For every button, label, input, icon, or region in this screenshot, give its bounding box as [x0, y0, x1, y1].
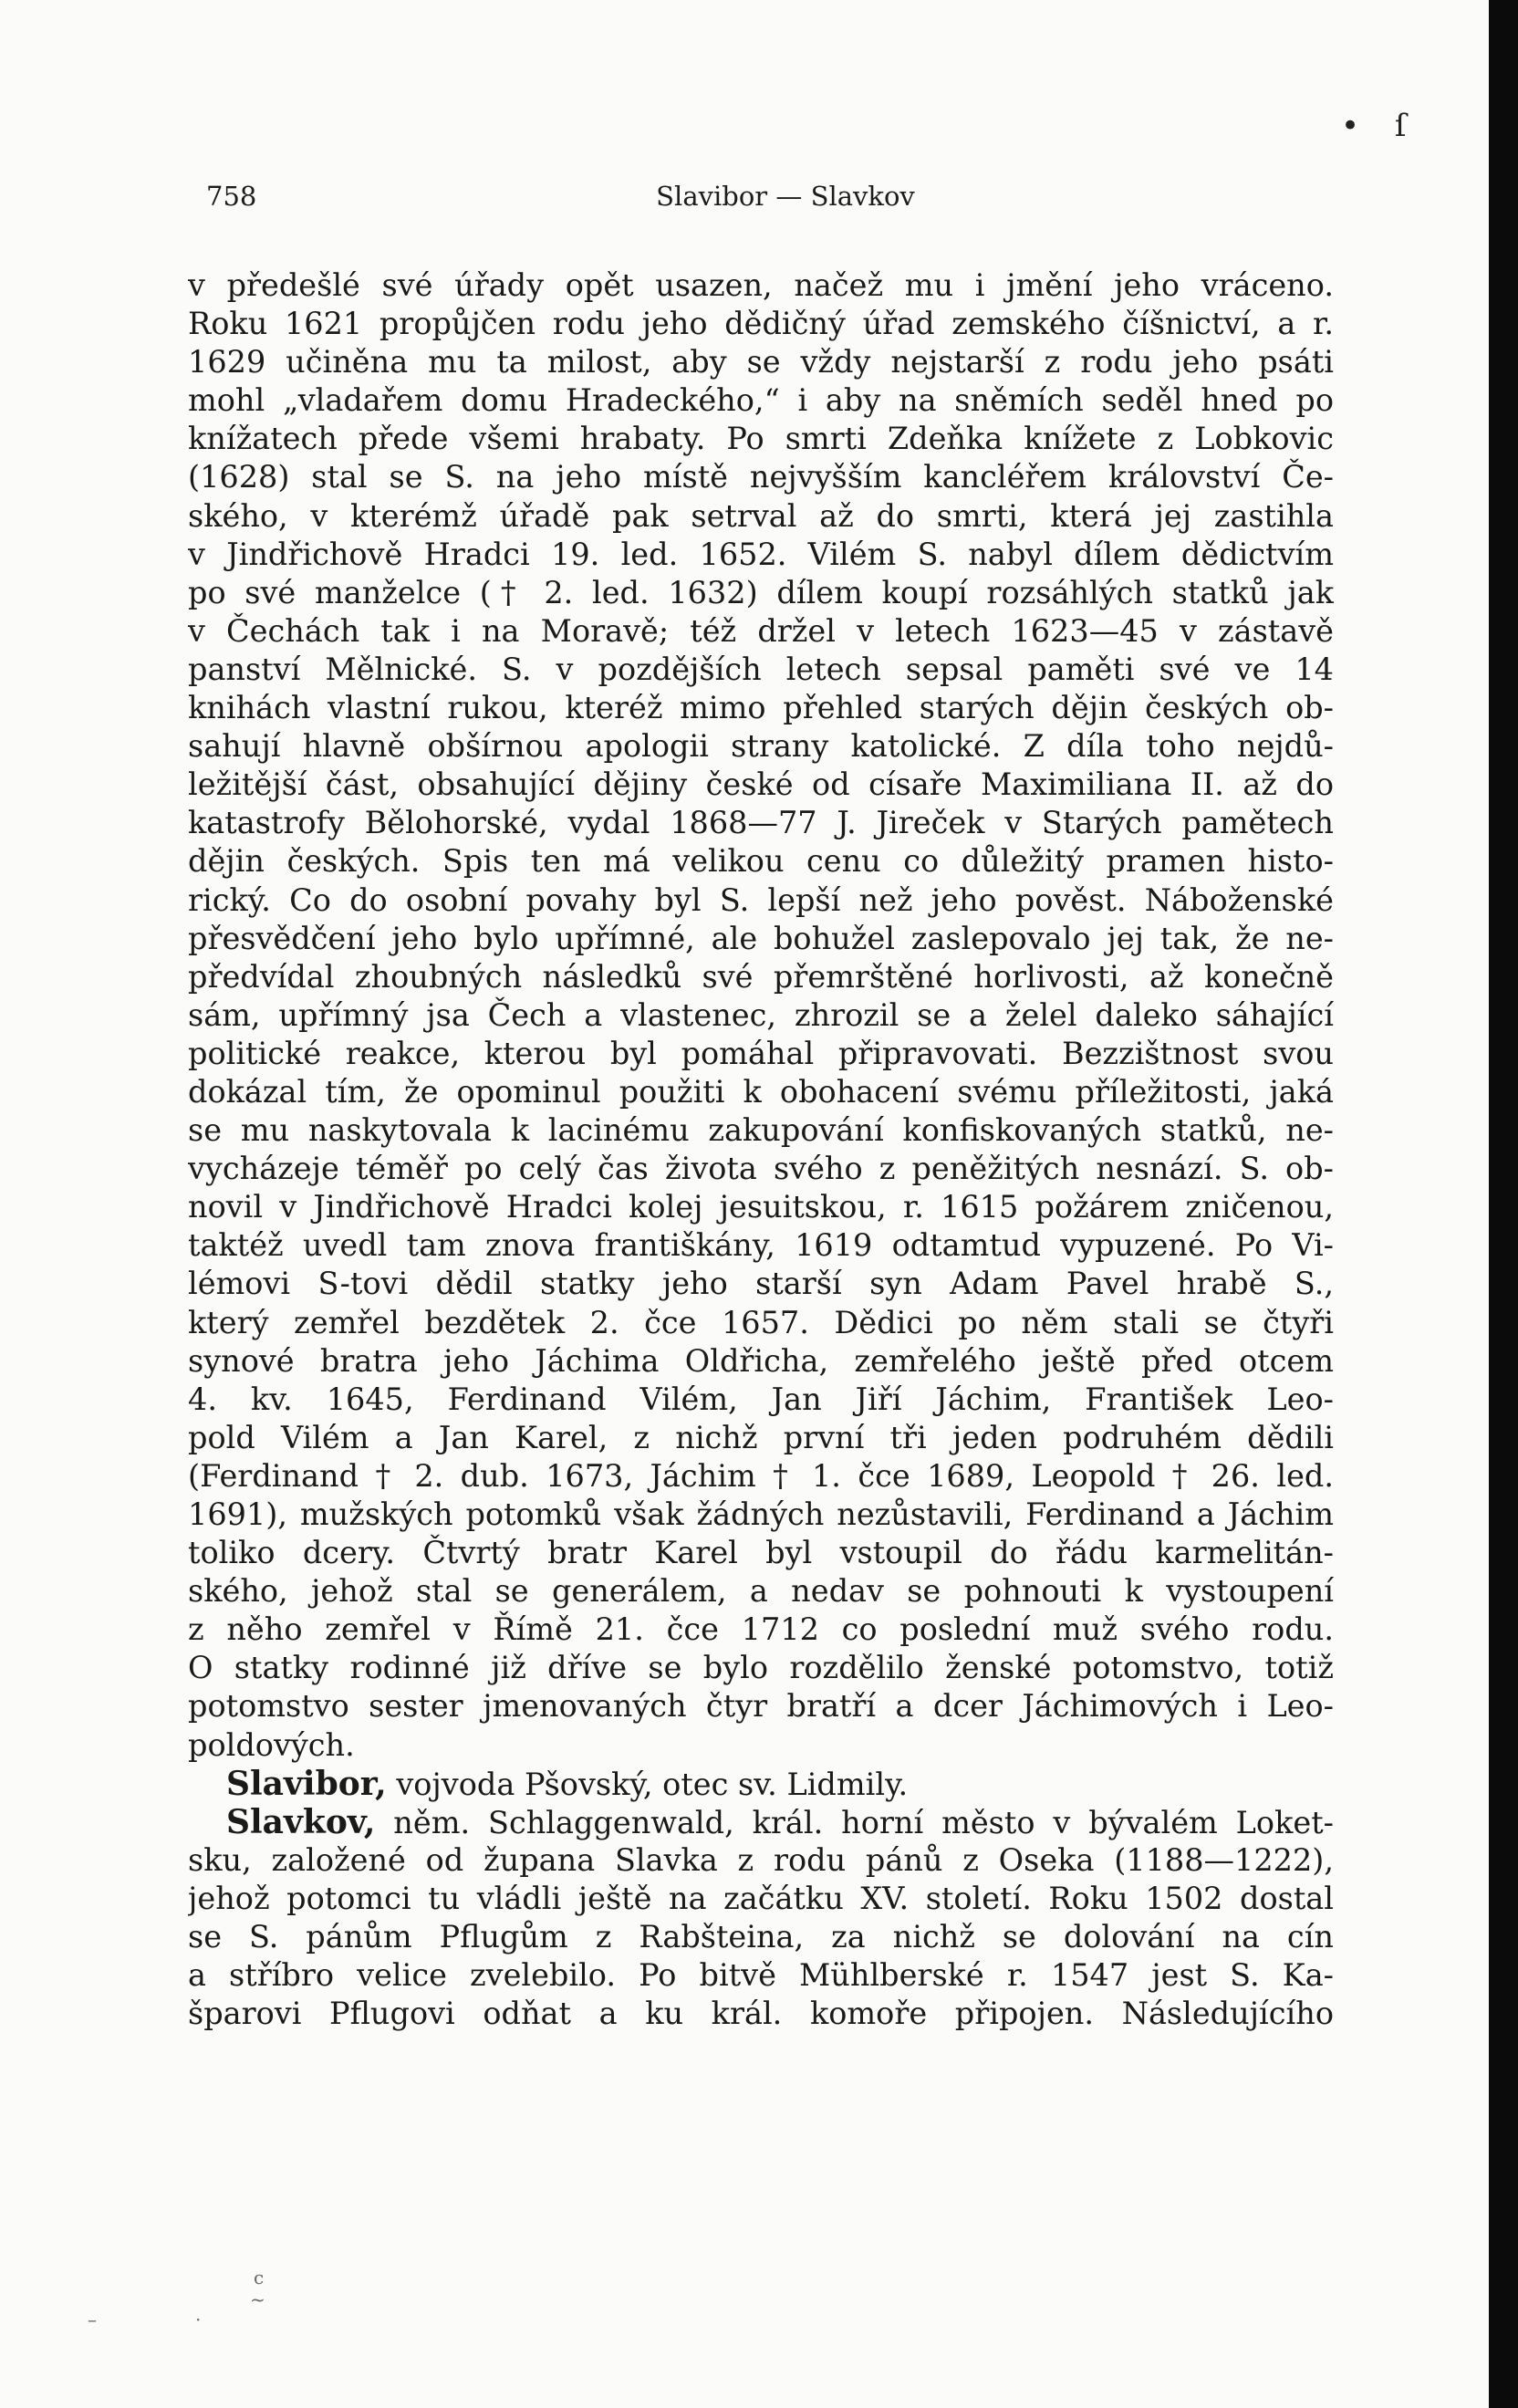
- entry-first-line: [188, 1765, 1334, 1803]
- body-text: [188, 266, 1334, 2033]
- text-line: (Ferdinand † 2. dub. 1673, Jáchim † 1. čce 1689, Leopold † 26. led.: [188, 1457, 1334, 1494]
- text-line: knihách vlastní rukou, kteréž mimo přehled starých dějin českých ob-: [188, 690, 1334, 726]
- text-line: a stříbro velice zvelebilo. Po bitvě Mühlberské r. 1547 jest S. Ka-: [188, 1957, 1334, 1994]
- text-line: 4. kv. 1645, Ferdinand Vilém, Jan Jiří Jáchim, František Leo-: [188, 1381, 1334, 1417]
- speck: –: [88, 2309, 97, 2330]
- text-line: který zemřel bezdětek 2. čce 1657. Dědici po něm stali se čtyři: [188, 1304, 1334, 1340]
- text-line: mohl „vladařem domu Hradeckého,“ i aby na sněmích seděl hned po: [188, 382, 1334, 419]
- text-line: dějin českých. Spis ten má velikou cenu co důležitý pramen histo-: [188, 843, 1334, 880]
- text-line: v Čechách tak i na Moravě; též držel v letech 1623—45 v zástavě: [188, 612, 1334, 649]
- text-line: panství Mělnické. S. v pozdějších letech sepsal paměti své ve 14: [188, 651, 1334, 687]
- text-line: poldových.: [188, 1726, 355, 1763]
- text-line: ského, v kterémž úřadě pak setrval až do smrti, která jej zastihla: [188, 497, 1334, 534]
- entry-text: něm. Schlaggenwald, král. horní město v bývalém Loket-: [393, 1804, 1334, 1840]
- text-line: předvídal zhoubných následků své přemrštěné horlivosti, až konečně: [188, 958, 1334, 995]
- page-header: [206, 181, 1365, 221]
- text-line: (1628) stal se S. na jeho místě nejvyšším kancléřem království Če-: [188, 459, 1334, 495]
- entry-headword: Slavibor,: [226, 1764, 387, 1803]
- page-number: 758: [206, 181, 257, 212]
- scan-specks: [88, 2172, 361, 2330]
- text-line: katastrofy Bělohorské, vydal 1868—77 J. Jireček v Starých pamětech: [188, 805, 1334, 841]
- text-line: taktéž uvedl tam znova františkány, 1619 odtamtud vypuzené. Po Vi-: [188, 1227, 1334, 1264]
- entry-first-line: [188, 1803, 1334, 1841]
- text-line: z něho zemřel v Římě 21. čce 1712 co poslední muž svého rodu.: [188, 1611, 1334, 1648]
- text-line: politické reakce, kterou byl pomáhal připravovati. Bezzištnost svou: [188, 1035, 1334, 1071]
- text-line: rický. Co do osobní povahy byl S. lepší než jeho pověst. Náboženské: [188, 881, 1334, 918]
- text-line: v předešlé své úřady opět usazen, načež mu i jmění jeho vráceno.: [188, 267, 1334, 303]
- text-line: O statky rodinné již dříve se bylo rozdělilo ženské potomstvo, totiž: [188, 1650, 1334, 1686]
- text-line: po své manželce († 2. led. 1632) dílem koupí rozsáhlých statků jak: [188, 574, 1334, 610]
- running-head: Slavibor — Slavkov: [656, 181, 915, 212]
- text-line: toliko dcery. Čtvrtý bratr Karel byl vstoupil do řádu karmelitán-: [188, 1535, 1334, 1571]
- text-line: novil v Jindřichově Hradci kolej jesuitskou, r. 1615 požárem zničenou,: [188, 1189, 1334, 1225]
- text-line: sku, založené od župana Slavka z rodu pánů z Oseka (1188—1222),: [188, 1841, 1334, 1878]
- entry-headword: Slavkov,: [226, 1802, 376, 1841]
- text-line: ského, jehož stal se generálem, a nedav se pohnouti k vystoupení: [188, 1573, 1334, 1610]
- text-line: Roku 1621 propůjčen rodu jeho dědičný úřad zemského číšnictví, a r.: [188, 306, 1334, 342]
- text-line: se S. pánům Pflugům z Rabšteina, za nichž se dolování na cín: [188, 1919, 1334, 1955]
- text-line: sám, upřímný jsa Čech a vlastenec, zhrozil se a želel daleko sáhající: [188, 996, 1334, 1033]
- text-line: knížatech přede všemi hrabaty. Po smrti Zdeňka knížete z Lobkovic: [188, 421, 1334, 457]
- text-line: v Jindřichově Hradci 19. led. 1652. Vilém S. nabyl dílem dědictvím: [188, 536, 1334, 572]
- text-line: sahují hlavně obšírnou apologii strany katolické. Z díla toho nejdů-: [188, 728, 1334, 765]
- corner-marks: • ſ: [1341, 108, 1419, 144]
- text-line: dokázal tím, že opominul použiti k obohacení svému příležitosti, jaká: [188, 1073, 1334, 1110]
- entry: [188, 1803, 1334, 2034]
- text-line: 1691), mužských potomků však žádných nezůstavili, Ferdinand a Jáchim: [188, 1496, 1334, 1532]
- text-line: lémovi S-tovi dědil statky jeho starší syn Adam Pavel hrabě S.,: [188, 1266, 1334, 1302]
- text-line: ležitější část, obsahující dějiny české od císaře Maximiliana II. až do: [188, 766, 1334, 803]
- text-line: jehož potomci tu vládli ještě na začátku XV. století. Roku 1502 dostal: [188, 1880, 1334, 1916]
- entry: [188, 1765, 1334, 1803]
- text-line: přesvědčení jeho bylo upřímné, ale bohužel zaslepovalo jej tak, že ne-: [188, 920, 1334, 956]
- entry-text: vojvoda Pšovský, otec sv. Lidmily.: [396, 1766, 909, 1802]
- text-line: se mu naskytovala k lacinému zakupování konfiskovaných statků, ne-: [188, 1112, 1334, 1149]
- speck: ~: [250, 2288, 265, 2310]
- text-line: vycházeje téměř po celý čas života svého z peněžitých nesnází. S. ob-: [188, 1151, 1334, 1187]
- text-line: šparovi Pflugovi odňat a ku král. komoře připojen. Následujícího: [188, 1996, 1334, 2032]
- speck: ·: [195, 2309, 202, 2330]
- text-line: potomstvo sester jmenovaných čtyr bratří a dcer Jáchimových i Leo-: [188, 1688, 1334, 1725]
- text-line: 1629 učiněna mu ta milost, aby se vždy nejstarší z rodu jeho psáti: [188, 344, 1334, 380]
- text-line: pold Vilém a Jan Karel, z nichž první tři jeden podruhém dědili: [188, 1419, 1334, 1455]
- continuation-paragraph: [188, 266, 1334, 1765]
- dictionary-entries: [188, 1765, 1334, 2034]
- speck: c: [254, 2267, 265, 2288]
- text-line: synové bratra jeho Jáchima Oldřicha, zemřelého ještě před otcem: [188, 1342, 1334, 1379]
